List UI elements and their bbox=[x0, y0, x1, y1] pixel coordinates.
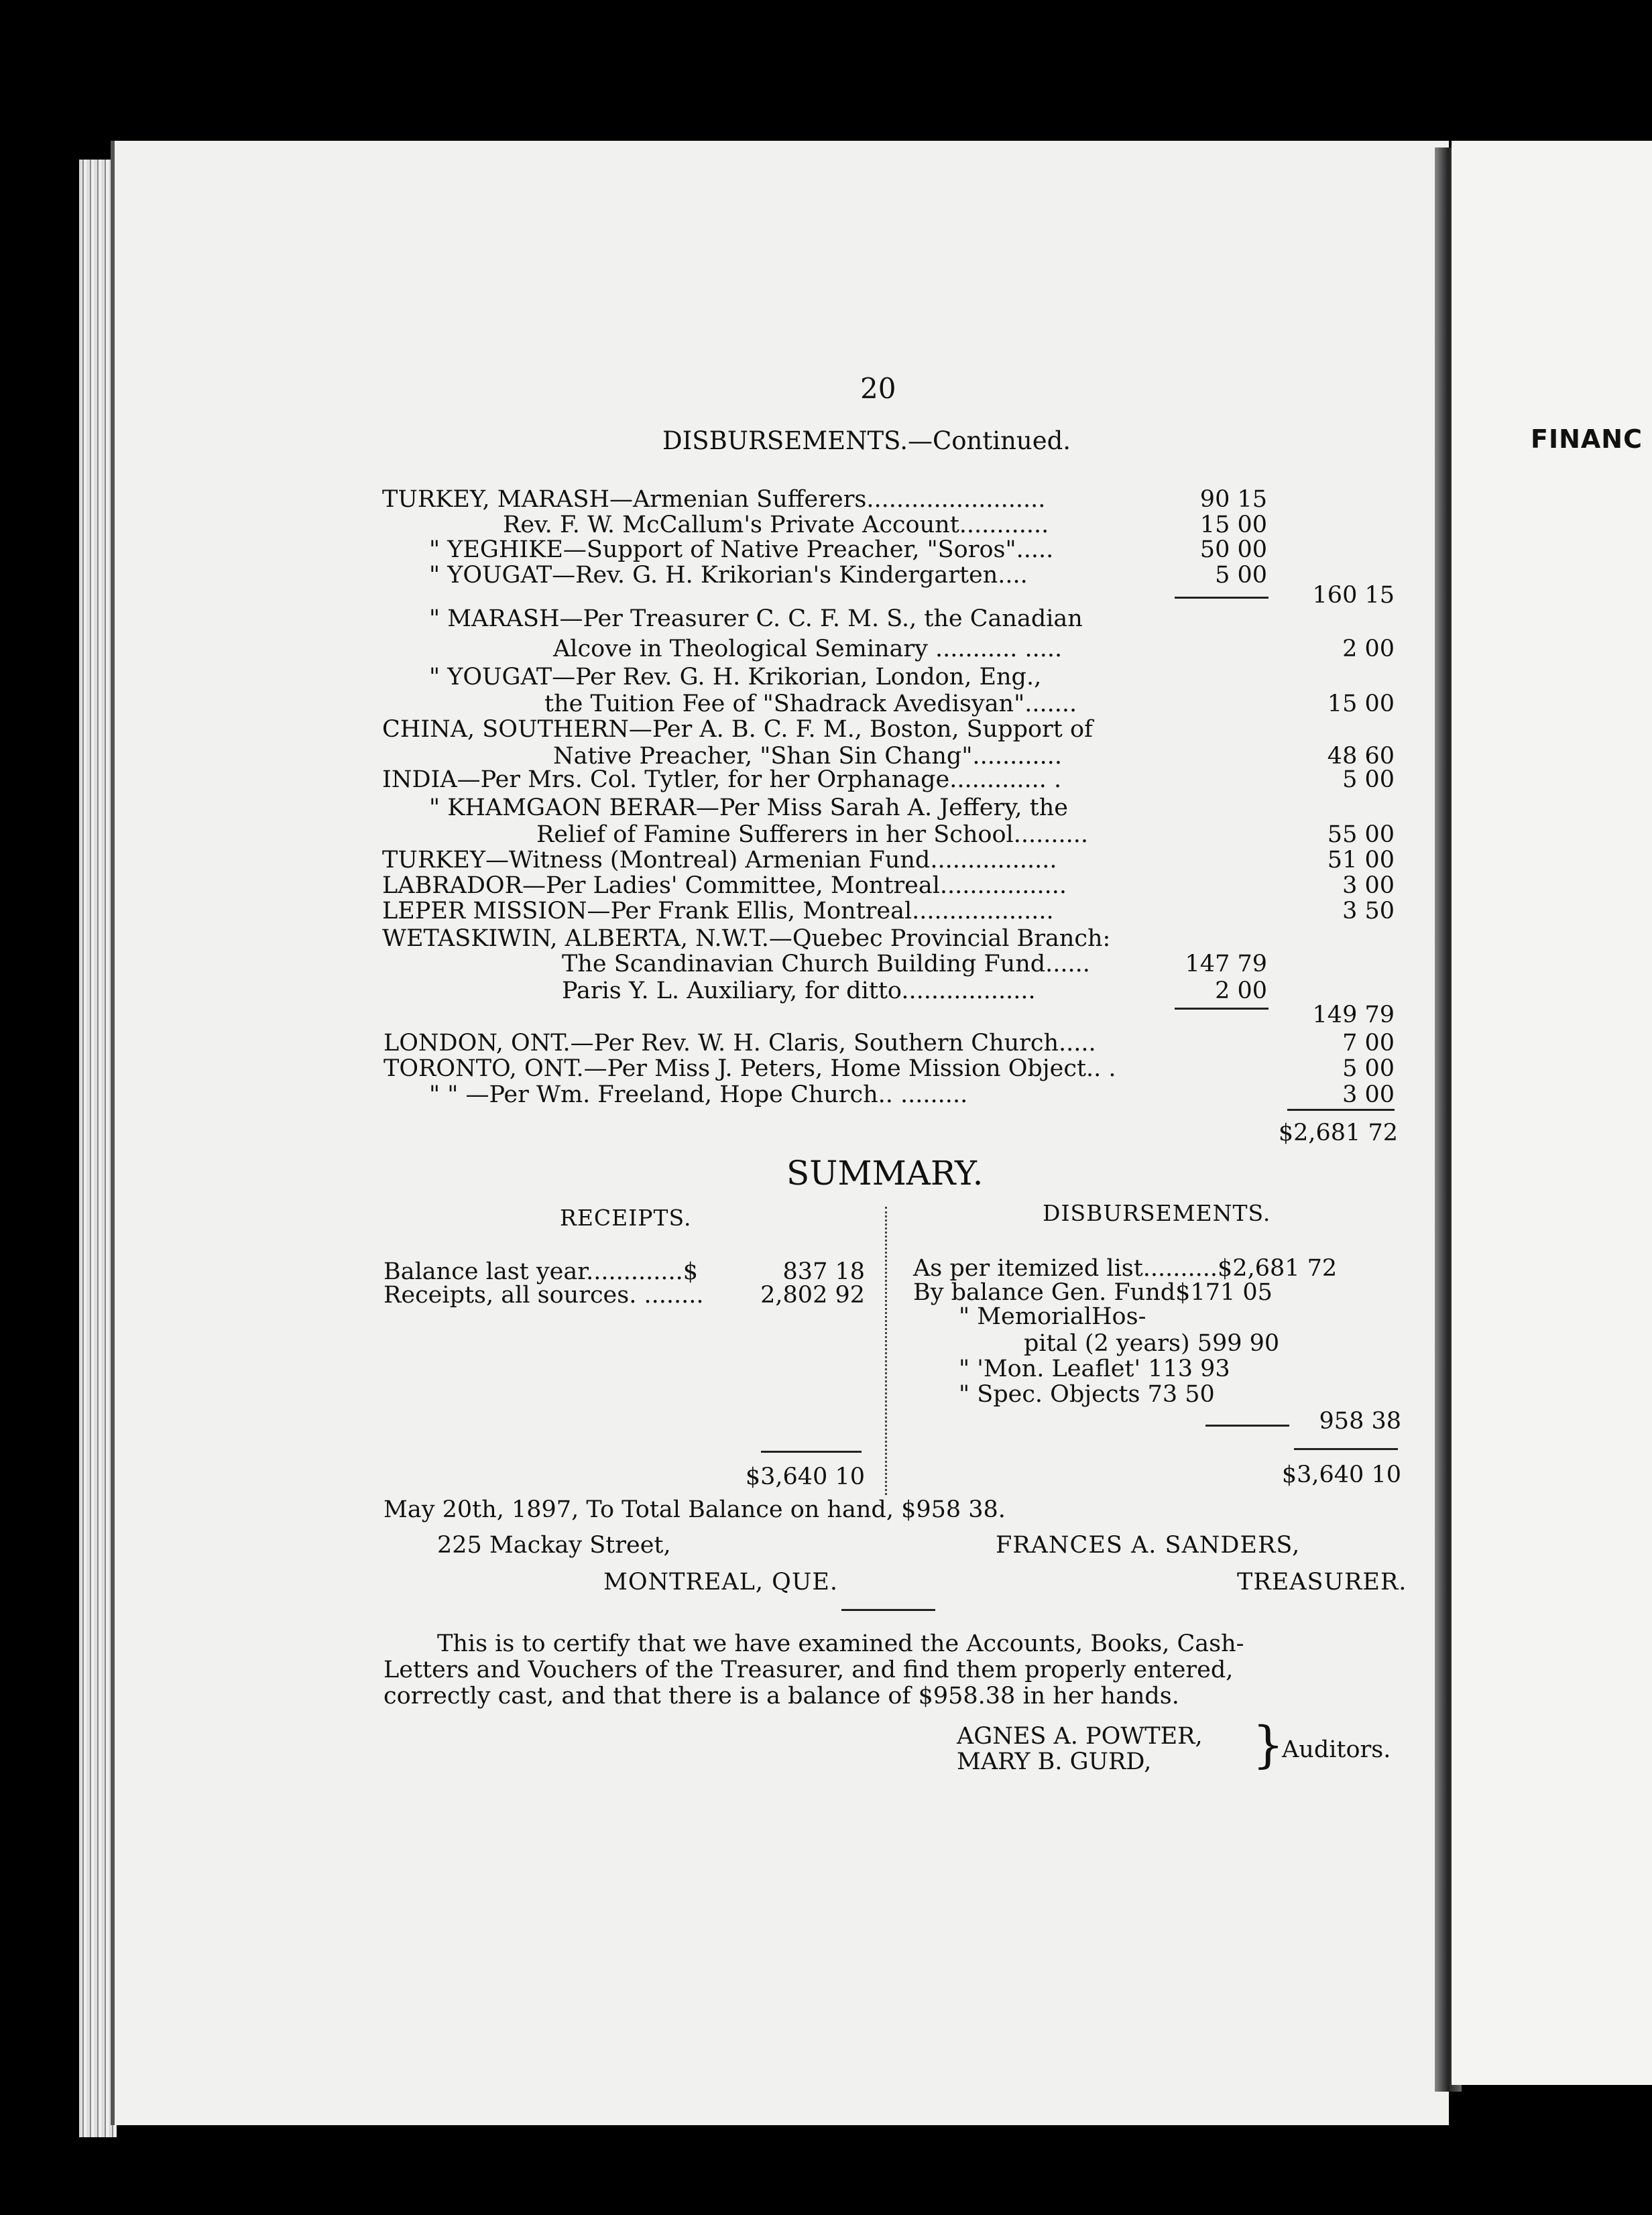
disb-balance: 958 38 bbox=[1319, 1408, 1401, 1435]
disbursement-text: The Scandinavian Church Building Fund...... bbox=[562, 951, 1090, 977]
disbursement-text: " YOUGAT—Rev. G. H. Krikorian's Kindergarten.... bbox=[429, 562, 1028, 589]
receipt-balance-amount: 837 18 bbox=[782, 1258, 865, 1285]
disb-line-gen-fund: By balance Gen. Fund$171 05 bbox=[913, 1279, 1273, 1306]
receipt-sources-label: Receipts, all sources. ........ bbox=[384, 1282, 704, 1309]
disbursement-text: TURKEY, MARASH—Armenian Sufferers........................ bbox=[382, 486, 1046, 513]
closing-line: May 20th, 1897, To Total Balance on hand, $958 38. bbox=[384, 1496, 1006, 1523]
disbursement-total-amount: 48 60 bbox=[1327, 743, 1395, 770]
receipts-heading: RECEIPTS. bbox=[560, 1205, 692, 1231]
receipts-total-rule bbox=[761, 1451, 862, 1453]
disbursement-text: TURKEY—Witness (Montreal) Armenian Fund................. bbox=[382, 847, 1057, 874]
disb-line-leaflet: " 'Mon. Leaflet' 113 93 bbox=[959, 1356, 1230, 1382]
disbursement-total-amount: 160 15 bbox=[1312, 582, 1395, 609]
address-street: 225 Mackay Street, bbox=[437, 1532, 671, 1559]
total-rule bbox=[1287, 1109, 1395, 1111]
certification-line-2: Letters and Vouchers of the Treasurer, and find them properly entered, bbox=[384, 1657, 1234, 1683]
disbursement-subamount: 5 00 bbox=[1215, 562, 1267, 589]
disbursement-total-amount: 5 00 bbox=[1342, 766, 1395, 793]
disb-total: $3,640 10 bbox=[1281, 1461, 1401, 1488]
disbursement-total-amount: 3 00 bbox=[1342, 1081, 1395, 1108]
disbursement-total-amount: 5 00 bbox=[1342, 1055, 1395, 1082]
disbursement-total-amount: 3 00 bbox=[1342, 872, 1395, 899]
disbursement-text: Native Preacher, "Shan Sin Chang"............ bbox=[553, 743, 1062, 770]
receipt-sources-amount: 2,802 92 bbox=[760, 1282, 865, 1309]
disbursement-text: Rev. F. W. McCallum's Private Account............ bbox=[503, 512, 1049, 538]
disbursement-total-amount: 7 00 bbox=[1342, 1030, 1395, 1057]
disbursement-total-amount: 15 00 bbox=[1327, 691, 1395, 717]
disbursement-text: LEPER MISSION—Per Frank Ellis, Montreal................... bbox=[382, 898, 1054, 924]
disbursement-text: the Tuition Fee of "Shadrack Avedisyan"....... bbox=[544, 691, 1077, 717]
disbursement-text: Alcove in Theological Seminary ........... ..... bbox=[553, 636, 1063, 662]
disb-line-memorial: " MemorialHos- bbox=[959, 1303, 1146, 1330]
separator-rule bbox=[841, 1609, 935, 1611]
disbursements-total: $2,681 72 bbox=[1278, 1120, 1398, 1146]
disbursement-total-amount: 51 00 bbox=[1327, 847, 1395, 874]
disbursement-subamount: 2 00 bbox=[1215, 977, 1267, 1004]
disbursement-text: TORONTO, ONT.—Per Miss J. Peters, Home Mission Object.. . bbox=[384, 1055, 1116, 1082]
auditors-label: Auditors. bbox=[1282, 1736, 1391, 1763]
disb-line-hospital: pital (2 years) 599 90 bbox=[1024, 1330, 1280, 1357]
auditors-brace: } bbox=[1252, 1716, 1285, 1774]
disbursement-text: Paris Y. L. Auxiliary, for ditto.................. bbox=[562, 977, 1036, 1004]
disbursement-text: " " —Per Wm. Freeland, Hope Church.. ......... bbox=[429, 1081, 968, 1108]
right-page-heading: FINANC bbox=[1531, 424, 1643, 454]
disbursement-text: LABRADOR—Per Ladies' Committee, Montreal................. bbox=[382, 872, 1067, 899]
page-number: 20 bbox=[860, 372, 896, 405]
subtotal-rule-1 bbox=[1175, 597, 1268, 599]
disbursement-text: Relief of Famine Sufferers in her School.......... bbox=[536, 821, 1088, 848]
section-title: DISBURSEMENTS.—Continued. bbox=[662, 426, 1071, 455]
receipts-total: $3,640 10 bbox=[745, 1463, 865, 1490]
disbursement-total-amount: 149 79 bbox=[1312, 1002, 1395, 1028]
treasurer-title: TREASURER. bbox=[1237, 1569, 1407, 1596]
disb-line-spec-objects: " Spec. Objects 73 50 bbox=[959, 1381, 1215, 1408]
disbursement-total-amount: 2 00 bbox=[1342, 636, 1395, 662]
receipt-balance-label: Balance last year.............$ bbox=[384, 1258, 698, 1285]
certification-line-1: This is to certify that we have examined the Accounts, Books, Cash- bbox=[437, 1630, 1244, 1657]
disbursement-text: " YEGHIKE—Support of Native Preacher, "Soros"..... bbox=[429, 536, 1054, 563]
summary-title: SUMMARY. bbox=[786, 1154, 984, 1193]
disbursement-text: CHINA, SOUTHERN—Per A. B. C. F. M., Boston, Support of bbox=[382, 716, 1093, 743]
auditor-1: AGNES A. POWTER, bbox=[957, 1723, 1203, 1750]
address-city: MONTREAL, QUE. bbox=[603, 1569, 839, 1596]
disbursement-text: WETASKIWIN, ALBERTA, N.W.T.—Quebec Provincial Branch: bbox=[382, 925, 1111, 952]
disbursement-subamount: 15 00 bbox=[1199, 512, 1267, 538]
treasurer-name: FRANCES A. SANDERS, bbox=[996, 1532, 1301, 1559]
disbursement-text: " YOUGAT—Per Rev. G. H. Krikorian, London, Eng., bbox=[429, 664, 1042, 691]
summary-divider bbox=[885, 1207, 887, 1495]
auditor-2: MARY B. GURD, bbox=[957, 1748, 1152, 1775]
disbursement-subamount: 90 15 bbox=[1199, 486, 1267, 513]
certification-line-3: correctly cast, and that there is a balance of $958.38 in her hands. bbox=[384, 1683, 1179, 1710]
disbursement-subamount: 50 00 bbox=[1199, 536, 1267, 563]
disbursement-text: " MARASH—Per Treasurer C. C. F. M. S., the Canadian bbox=[429, 605, 1083, 632]
disbursement-subamount: 147 79 bbox=[1185, 951, 1267, 977]
disbursement-text: INDIA—Per Mrs. Col. Tytler, for her Orphanage............. . bbox=[382, 766, 1062, 793]
summary-disbursements-heading: DISBURSEMENTS. bbox=[1043, 1200, 1271, 1226]
disbursement-total-amount: 55 00 bbox=[1327, 821, 1395, 848]
disbursement-total-amount: 3 50 bbox=[1342, 898, 1395, 924]
subtotal-rule-2 bbox=[1175, 1008, 1268, 1010]
disbursement-text: " KHAMGAON BERAR—Per Miss Sarah A. Jeffery, the bbox=[429, 794, 1068, 821]
disb-total-rule bbox=[1294, 1448, 1398, 1450]
disb-line-itemized: As per itemized list..........$2,681 72 bbox=[913, 1255, 1338, 1282]
disbursement-text: LONDON, ONT.—Per Rev. W. H. Claris, Southern Church..... bbox=[384, 1030, 1096, 1057]
